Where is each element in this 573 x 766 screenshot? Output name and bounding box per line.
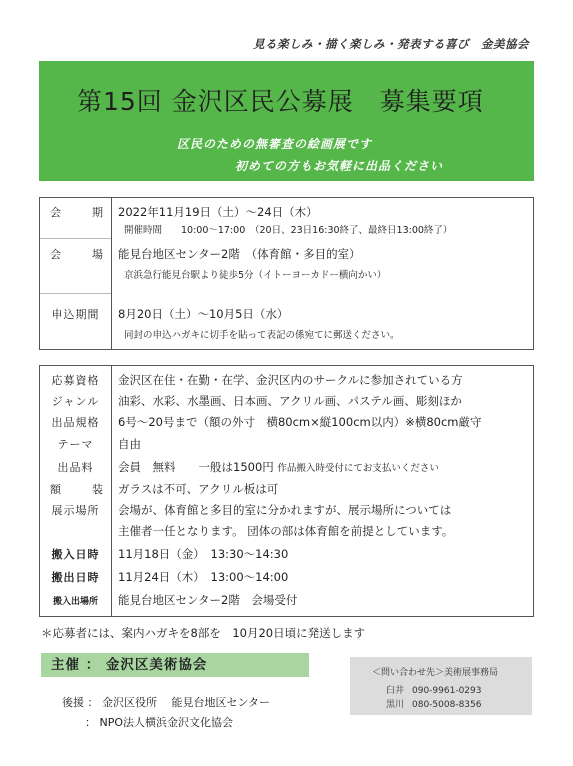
rules-box	[39, 365, 534, 617]
support-line-2: ： NPO法人横浜金沢文化協会	[85, 716, 234, 729]
apply-label: 申込期間	[51, 308, 100, 321]
contact-title: ＜問い合わせ先＞美術展事務局	[372, 668, 499, 678]
support-line-1: 後援 ： 金沢区役所 能見台地区センター	[62, 696, 271, 709]
contact-row: 黒川 080-5008-8356	[386, 700, 482, 710]
rule-value-genre: 油彩、水彩、水墨画、日本画、アクリル画、パステル画、彫刻ほか	[118, 394, 462, 408]
organizer: 主催 ： 金沢区美術協会	[41, 653, 309, 677]
banner-subtitle-2: 初めての方もお気軽に出品ください	[235, 159, 444, 173]
rule-label-delivery-out: 搬出日時	[51, 571, 100, 584]
rule-label-eligibility: 応募資格	[51, 374, 100, 387]
period-value: 2022年11月19日（土）～24日（木）	[118, 205, 318, 219]
rule-value-eligibility: 金沢区在住・在勤・在学、金沢区内のサークルに参加されている方	[118, 373, 463, 387]
banner-subtitle-1: 区民のための無審査の絵画展です	[177, 137, 373, 151]
rule-value-theme: 自由	[118, 437, 141, 451]
apply-value: 8月20日（土）～10月5日（水）	[118, 307, 289, 321]
row-divider	[40, 293, 111, 294]
rule-label-frame: 額 装	[50, 483, 113, 496]
contact-box	[350, 657, 532, 715]
rule-value-frame: ガラスは不可、アクリル板は可	[118, 482, 279, 496]
column-divider	[111, 198, 112, 349]
row-divider	[40, 238, 111, 239]
period-hours: 開催時間 10:00～17:00 （20日、23日16:30終了、最終日13:00終了）	[124, 225, 453, 236]
venue-value: 能見台地区センター2階 （体育館・多目的室）	[118, 247, 361, 261]
rule-label-delivery-in: 搬入日時	[51, 548, 100, 561]
rule-value-delivery-out: 11月24日（木） 13:00～14:00	[118, 570, 289, 584]
page-title: 第15回 金沢区民公募展 募集要項	[77, 87, 484, 116]
rule-value-delivery-place: 能見台地区センター2階 会場受付	[118, 593, 298, 607]
rule-label-exhibit: 展示場所	[51, 504, 100, 517]
rule-label-size: 出品規格	[51, 416, 100, 429]
rule-value-exhibit-cont: 主催者一任となります。 団体の部は体育館を前提としています。	[118, 524, 454, 538]
rule-label-genre: ジャンル	[51, 395, 100, 408]
contact-row: 臼井 090-9961-0293	[386, 686, 482, 696]
period-label: 会 期	[50, 206, 113, 219]
fee-note: 作品搬入時受付にてお支払いください	[277, 463, 439, 474]
apply-note: 同封の申込ハガキに切手を貼って表記の係宛てに郵送ください。	[124, 330, 400, 341]
tagline: 見る楽しみ・描く楽しみ・発表する喜び 金美協会	[253, 37, 529, 51]
rule-label-delivery-place: 搬入出場所	[52, 597, 98, 607]
rule-value-size: 6号～20号まで（額の外寸 横80cm×縦100cm以内）※横80cm厳守	[118, 415, 482, 429]
rule-label-fee: 出品料	[57, 461, 94, 474]
title-banner	[39, 61, 534, 181]
rule-value-delivery-in: 11月18日（金） 13:30～14:30	[118, 547, 289, 561]
venue-access: 京浜急行能見台駅より徒歩5分（イトーヨーカドー横向かい）	[124, 270, 387, 281]
rule-label-theme: テーマ	[57, 438, 94, 451]
mailing-notice: ＊応募者には、案内ハガキを8部を 10月20日頃に発送します	[41, 626, 366, 640]
venue-label: 会 場	[50, 248, 113, 261]
schedule-box	[39, 197, 534, 350]
rule-value-fee: 会員 無料 一般は1500円 作品搬入時受付にてお支払いください	[118, 460, 439, 474]
rule-value-exhibit: 会場が、体育館と多目的室に分かれますが、展示場所については	[118, 503, 452, 517]
